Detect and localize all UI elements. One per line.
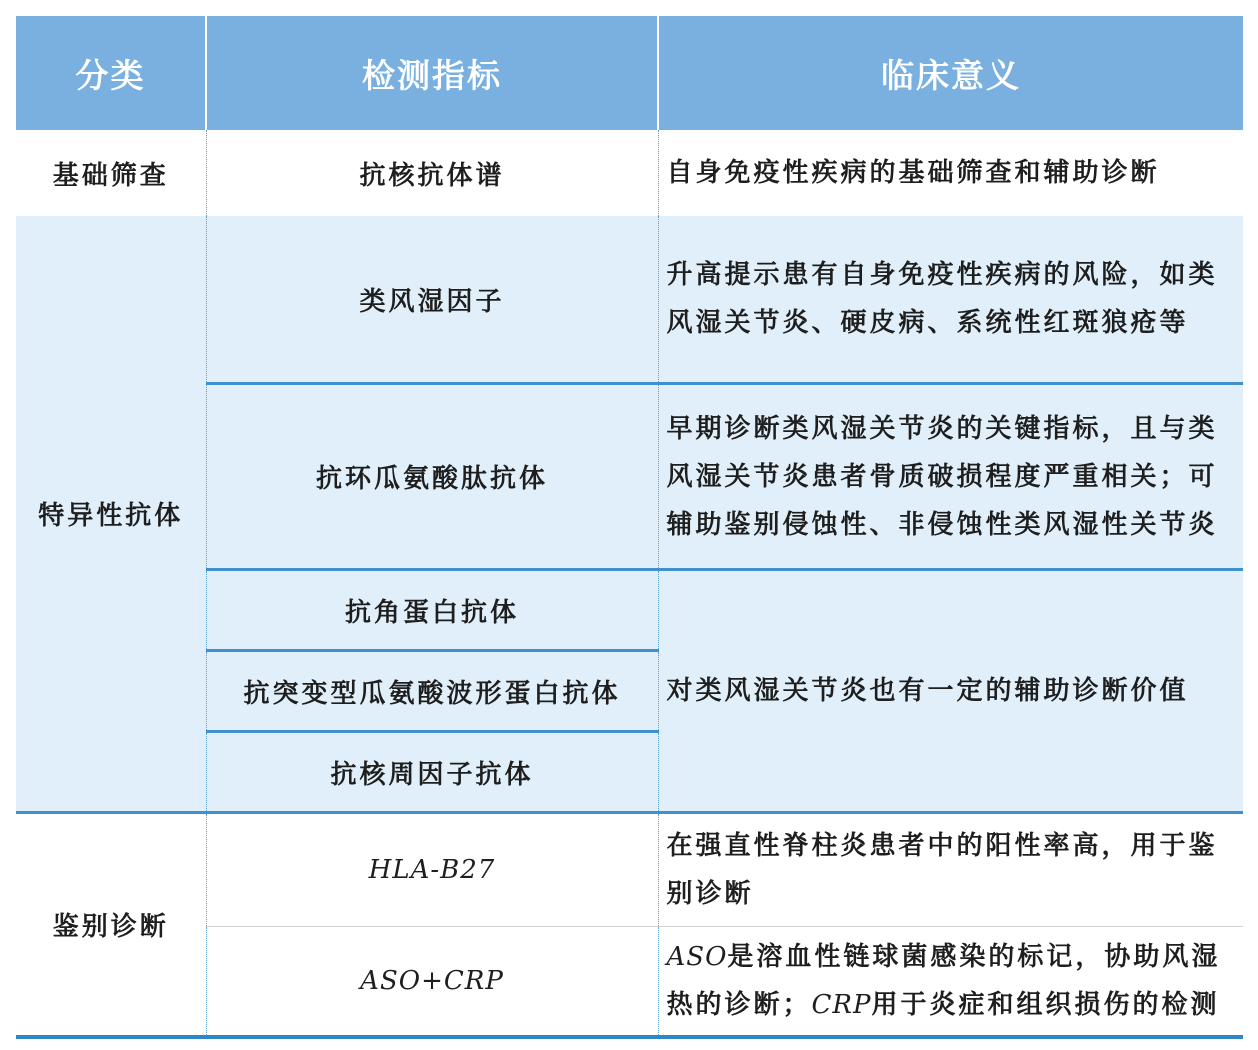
indicator-cell: HLA-B27	[206, 813, 658, 927]
table-row	[16, 130, 1243, 216]
header-significance: 临床意义	[658, 16, 1243, 130]
indicator-cell: ASO+CRP	[206, 927, 658, 1036]
header-category: 分类	[16, 16, 206, 130]
aso-description: 是溶血性链球菌感染的标记，协助风湿热的诊断；	[666, 942, 1221, 1020]
crp-description: 用于炎症和组织损伤的检测	[871, 990, 1220, 1020]
significance-cell	[658, 927, 1243, 1036]
significance-cell: 升高提示患有自身免疫性疾病的风险，如类风湿关节炎、硬皮病、系统性红斑狼疮等	[658, 216, 1243, 384]
significance-cell: 对类风湿关节炎也有一定的辅助诊断价值	[658, 570, 1243, 813]
indicator-cell: 抗突变型瓜氨酸波形蛋白抗体	[206, 651, 658, 732]
indicator-cell: 抗角蛋白抗体	[206, 570, 658, 651]
header-row	[16, 16, 1243, 130]
significance-cell: 自身免疫性疾病的基础筛查和辅助诊断	[658, 130, 1243, 216]
aso-term: ASO	[666, 942, 728, 972]
indicator-cell: 类风湿因子	[206, 216, 658, 384]
indicator-cell: 抗核抗体谱	[206, 130, 658, 216]
indicator-cell: 抗核周因子抗体	[206, 732, 658, 813]
table-row	[16, 216, 1243, 384]
significance-cell: 早期诊断类风湿关节炎的关键指标，且与类风湿关节炎患者骨质破损程度严重相关；可辅助鉴别侵蚀性、非侵蚀性类风湿性关节炎	[658, 384, 1243, 570]
crp-term: CRP	[811, 990, 872, 1020]
data-table	[16, 16, 1243, 1035]
category-cell: 特异性抗体	[16, 216, 206, 813]
indicator-cell: 抗环瓜氨酸肽抗体	[206, 384, 658, 570]
clinical-test-table	[16, 16, 1243, 1039]
significance-cell: 在强直性脊柱炎患者中的阳性率高，用于鉴别诊断	[658, 813, 1243, 927]
category-cell: 鉴别诊断	[16, 813, 206, 1036]
header-indicator: 检测指标	[206, 16, 658, 130]
table-row	[16, 813, 1243, 927]
category-cell: 基础筛查	[16, 130, 206, 216]
